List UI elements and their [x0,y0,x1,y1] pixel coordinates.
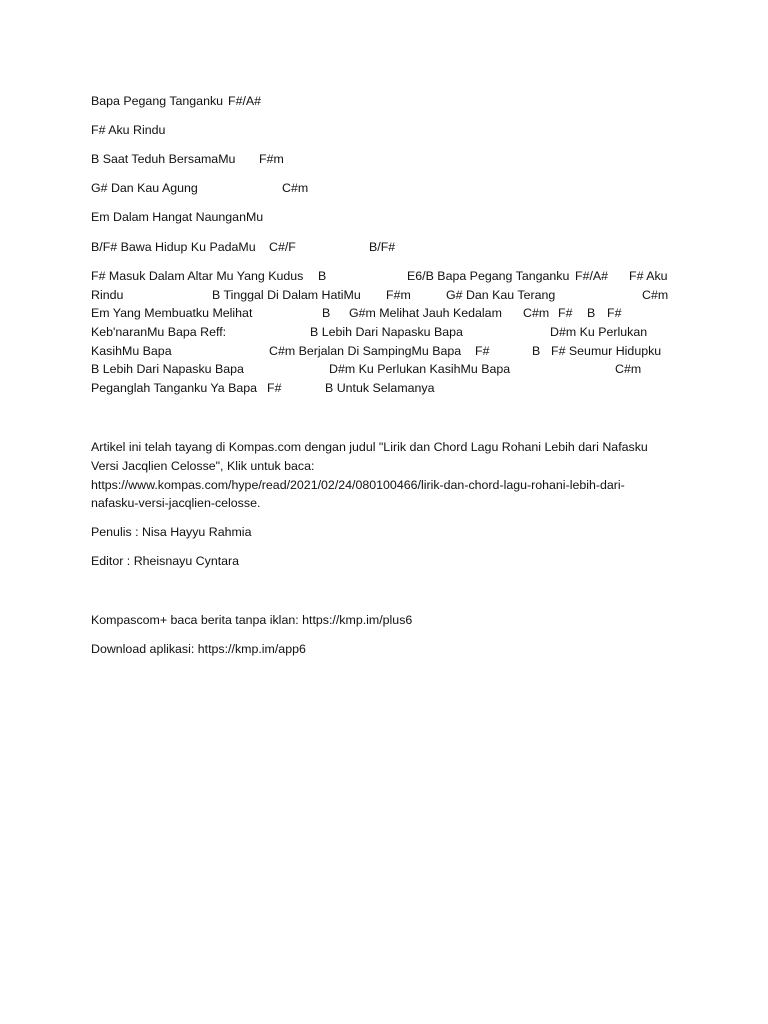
lyric-text: B/F# Bawa Hidup Ku PadaMu [91,240,256,254]
lyric-text: Peganglah Tanganku Ya Bapa [91,381,258,395]
chord-text: B [318,269,327,283]
plus-promo-line[interactable]: Kompascom+ baca berita tanpa iklan: https://kmp.im/plus6 [91,613,413,627]
article-attribution-line: Versi Jacqlien Celosse", Klik untuk baca: [91,459,315,473]
chord-text: F#/A# [228,94,262,108]
chord-text: C#m [642,288,669,302]
lyric-text: Em Dalam Hangat NaunganMu [91,210,264,224]
chord-text: F# [558,306,573,320]
lyric-text: B Lebih Dari Napasku Bapa [310,325,463,339]
chord-text: B/F# [369,240,396,254]
chord-text: B [587,306,596,320]
lyric-text: Bapa Pegang Tanganku [91,94,224,108]
author-line: Penulis : Nisa Hayyu Rahmia [91,525,252,539]
chord-text: F#/A# [575,269,609,283]
lyric-text: C#m Berjalan Di SampingMu Bapa [269,344,462,358]
chord-text: B [322,306,331,320]
lyric-text: Keb'naranMu Bapa Reff: [91,325,227,339]
chord-text: C#m [523,306,550,320]
lyric-text: D#m Ku Perlukan KasihMu Bapa [329,362,511,376]
chord-text: F#m [386,288,411,302]
lyric-text: F# Masuk Dalam Altar Mu Yang Kudus [91,269,304,283]
lyric-text: G# Dan Kau Terang [446,288,556,302]
chord-text: F#m [259,152,284,166]
lyric-text: E6/B Bapa Pegang Tanganku [407,269,570,283]
lyric-text: KasihMu Bapa [91,344,172,358]
chord-text: F# [475,344,490,358]
lyric-text: G#m Melihat Jauh Kedalam [349,306,502,320]
chord-text: C#m [615,362,642,376]
chord-text: B [532,344,541,358]
lyric-text: B Tinggal Di Dalam HatiMu [212,288,361,302]
article-link[interactable]: nafasku-versi-jacqlien-celosse. [91,496,261,510]
lyric-text: B Lebih Dari Napasku Bapa [91,362,244,376]
lyric-text: F# Aku Rindu [91,123,166,137]
editor-line: Editor : Rheisnayu Cyntara [91,554,240,568]
lyric-text: Rindu [91,288,124,302]
lyric-text: B Saat Teduh BersamaMu [91,152,236,166]
lyric-text: Em Yang Membuatku Melihat [91,306,253,320]
lyric-text: B Untuk Selamanya [325,381,435,395]
article-link[interactable]: https://www.kompas.com/hype/read/2021/02/24/080100466/lirik-dan-chord-lagu-rohani-lebih-dari- [91,478,625,492]
chord-text: F# [607,306,622,320]
lyric-text: F# Aku [629,269,668,283]
article-attribution-line: Artikel ini telah tayang di Kompas.com dengan judul "Lirik dan Chord Lagu Rohani Lebih dari Nafasku [91,440,648,454]
chord-text: F# [267,381,282,395]
app-download-line[interactable]: Download aplikasi: https://kmp.im/app6 [91,642,306,656]
lyric-text: F# Seumur Hidupku [551,344,662,358]
chord-text: C#m [282,181,309,195]
lyric-text: D#m Ku Perlukan [550,325,648,339]
lyric-text: G# Dan Kau Agung [91,181,198,195]
chord-text: C#/F [269,240,296,254]
